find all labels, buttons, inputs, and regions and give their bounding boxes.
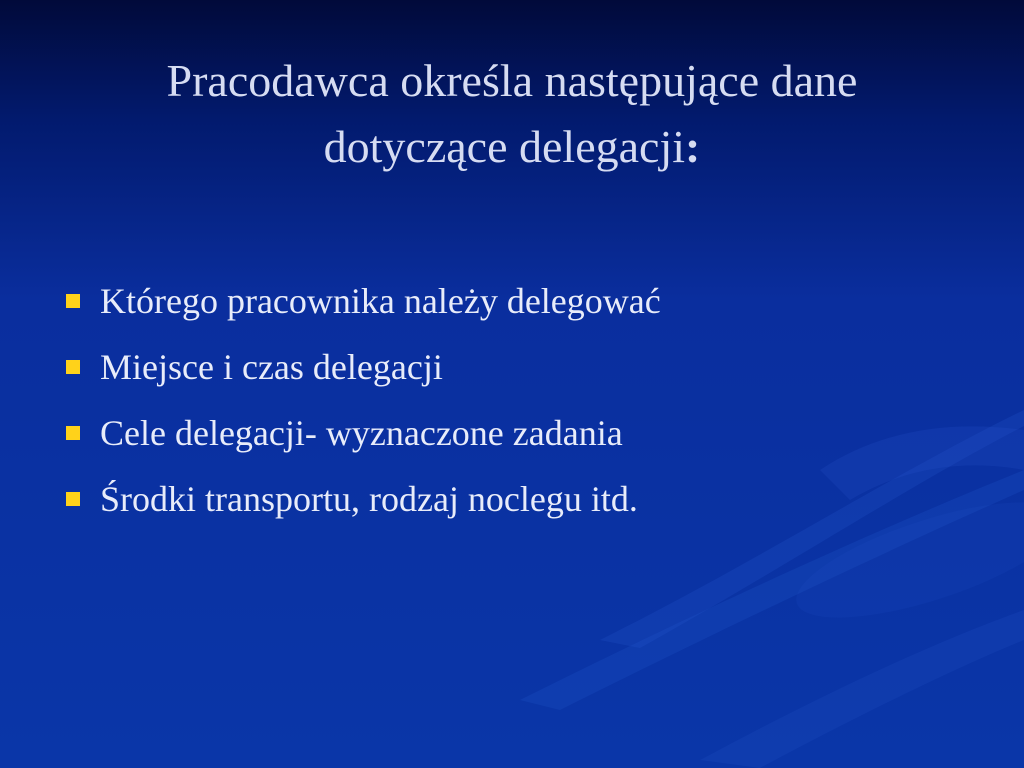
bullet-text: Cele delegacji- wyznaczone zadania [100,413,623,453]
bullet-text: Którego pracownika należy delegować [100,281,661,321]
bullet-list [62,268,661,532]
bullet-square-icon [66,360,80,374]
slide-title-colon: : [685,121,701,172]
bullet-item [62,334,661,400]
bullet-text: Miejsce i czas delegacji [100,347,443,387]
slide-title-line-1: Pracodawca określa następujące dane [166,55,858,106]
bullet-square-icon [66,492,80,506]
slide-title [40,48,984,180]
slide-title-line-2: dotyczące delegacji [323,121,686,172]
bullet-text: Środki transportu, rodzaj noclegu itd. [100,479,638,519]
bullet-square-icon [66,426,80,440]
bullet-item [62,268,661,334]
bullet-item [62,466,661,532]
bullet-item [62,400,661,466]
bullet-square-icon [66,294,80,308]
